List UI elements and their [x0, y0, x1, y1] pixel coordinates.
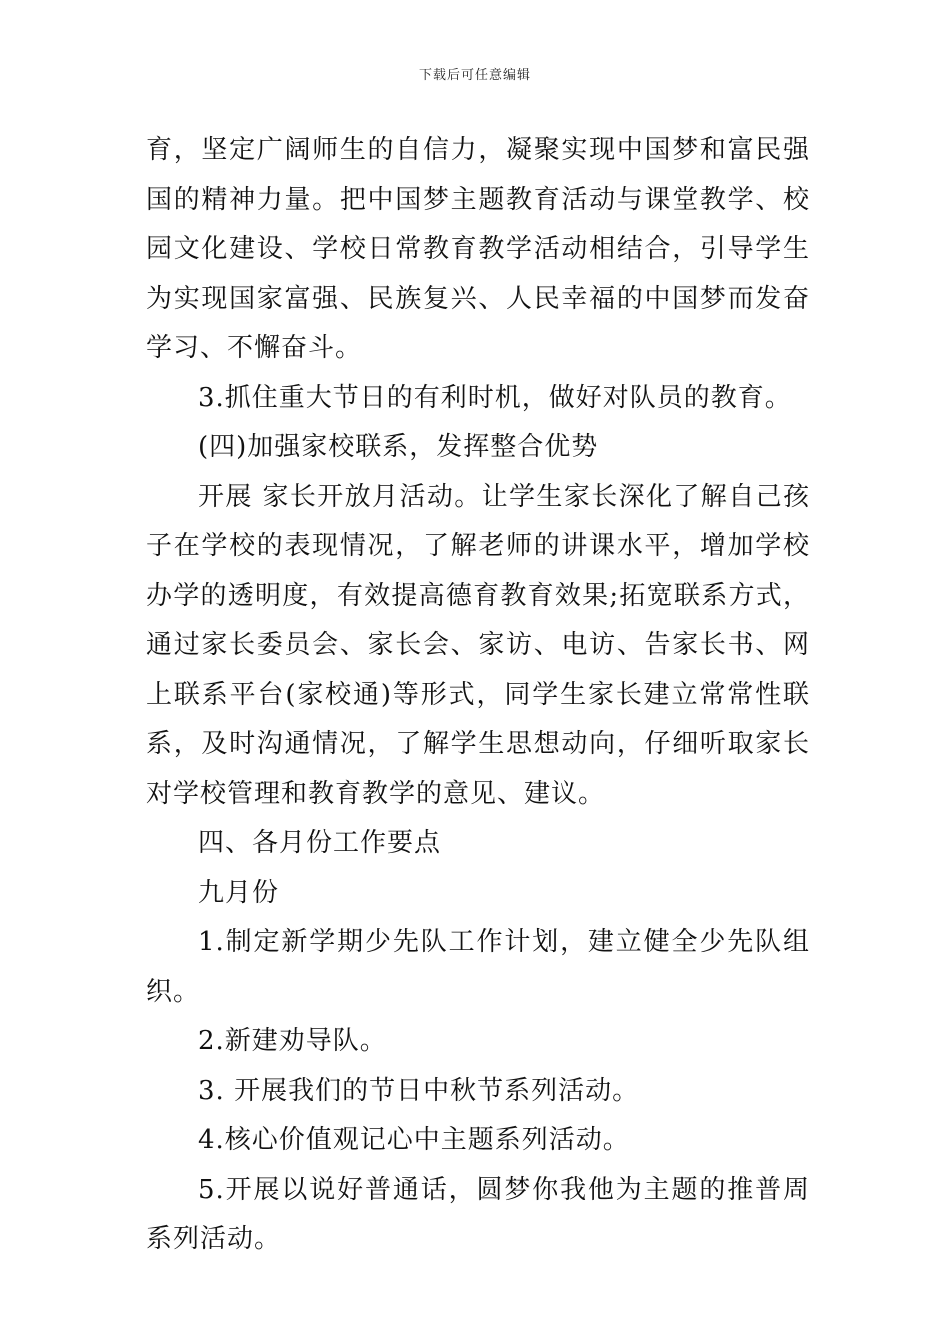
list-item-4: 4.核心价值观记心中主题系列活动。: [198, 1125, 630, 1155]
section-heading-monthly-points: 四、各月份工作要点: [198, 828, 442, 858]
list-item-5: 5.开展以说好普通话，圆梦你我他为主题的推普周系列活动。: [146, 1174, 810, 1254]
document-body: [146, 126, 810, 1265]
list-item-3: 3. 开展我们的节日中秋节系列活动。: [198, 1075, 640, 1106]
list-item-2: 2.新建劝导队。: [198, 1026, 387, 1056]
page-header: 下载后可任意编辑: [418, 68, 531, 83]
paragraph-2: 3.抓住重大节日的有利时机，做好对队员的教育。: [198, 382, 792, 413]
section-heading-home-school: (四)加强家校联系，发挥整合优势: [198, 432, 599, 462]
month-heading-september: 九月份: [198, 877, 280, 908]
paragraph-1: 育，坚定广阔师生的自信力，凝聚实现中国梦和富民强国的精神力量。把中国梦主题教育活动与课堂教学、校园文化建设、学校日常教育教学活动相结合，引导学生为实现国家富强、民族复兴、人民幸福的中国梦而发奋学习、不懈奋斗。: [146, 135, 810, 363]
list-item-1: 1.制定新学期少先队工作计划，建立健全少先队组织。: [146, 927, 810, 1007]
paragraph-4: 开展 家长开放月活动。让学生家长深化了解自己孩子在学校的表现情况，了解老师的讲课水平，增加学校办学的透明度，有效提高德育教育效果;拓宽联系方式，通过家长委员会、家长会、家访、电访、告家长书、网上联系平台(家校通)等形式，同学生家长建立常常性联系，及时沟通情况，了解学生思想动向，仔细听取家长对学校管理和教育教学的意见、建议。: [146, 481, 810, 809]
